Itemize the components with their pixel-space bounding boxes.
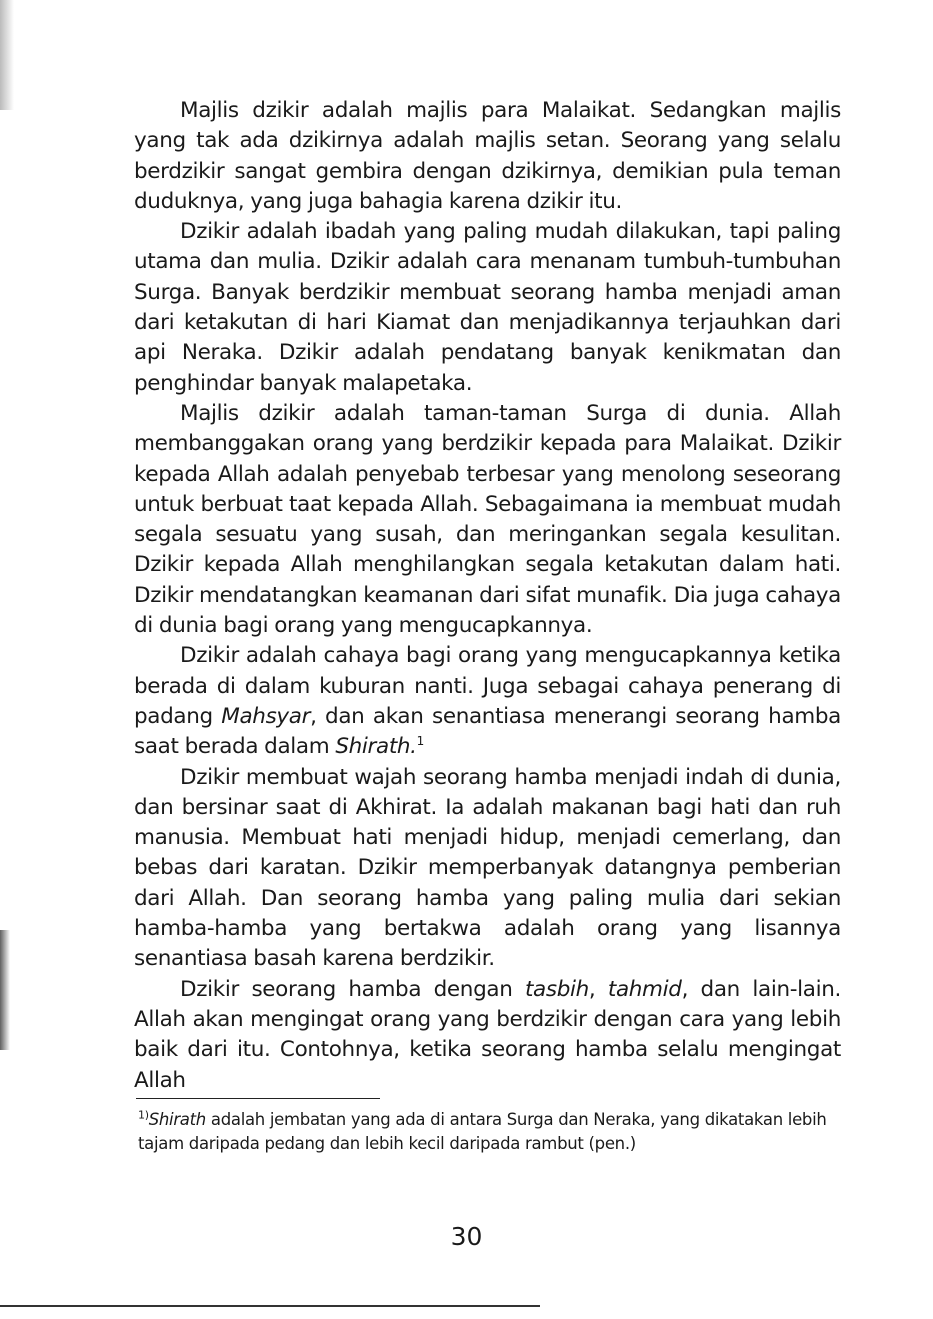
italic-term: Mahsyar bbox=[221, 703, 311, 729]
paragraph-text: Dzikir adalah ibadah yang paling mudah dilakukan, tapi paling utama dan mulia. Dzikir adalah cara menanam tumbuh-tumbuhan Surga. Banyak berdzikir membuat seorang hamba menjadi aman dari ketakutan di hari Kiamat dan menjadikannya terjauhkan dari api Neraka. Dzikir adalah pendatang banyak kenikmatan dan penghindar banyak malapetaka. bbox=[134, 219, 841, 396]
footnote-text: adalah jembatan yang ada di antara Surga dan Neraka, yang dikatakan lebih tajam daripada pedang dan lebih kecil daripada rambut (pen.) bbox=[138, 1110, 827, 1153]
paragraph bbox=[134, 96, 841, 217]
paragraph bbox=[134, 217, 841, 399]
footnote-divider bbox=[136, 1098, 380, 1099]
paragraph-text: Majlis dzikir adalah taman-taman Surga di dunia. Allah membanggakan orang yang berdzikir kepada para Malaikat. Dzikir kepada Allah adalah penyebab terbesar yang menolong seseorang untuk berbuat taat kepada Allah. Sebagaimana ia membuat mudah segala sesuatu yang susah, dan meringankan segala kesulitan. Dzikir kepada Allah menghilangkan segala ketakutan dalam hati. Dzikir mendatangkan keamanan dari sifat munafik. Dia juga cahaya di dunia bagi orang yang mengucapkannya. bbox=[134, 400, 841, 639]
scan-bottom-edge bbox=[0, 1305, 540, 1307]
paragraph bbox=[134, 641, 841, 762]
paragraph-text: , bbox=[588, 976, 608, 1002]
scan-binding-shadow bbox=[0, 930, 10, 1050]
footnote-term: Shirath bbox=[148, 1110, 206, 1129]
paragraph-text: , dan lain-lain. Allah akan mengingat orang yang berdzikir dengan cara yang lebih baik dari itu. Contohnya, ketika seorang hamba selalu mengingat Allah bbox=[134, 976, 841, 1093]
italic-term: tahmid bbox=[607, 976, 682, 1002]
scan-edge-shadow bbox=[0, 0, 14, 110]
paragraph bbox=[134, 399, 841, 641]
italic-term: tasbih bbox=[524, 976, 589, 1002]
paragraph-text: Majlis dzikir adalah majlis para Malaikat. Sedangkan majlis yang tak ada dzikirnya adalah majlis setan. Seorang yang selalu berdzikir sangat gembira dengan dzikirnya, demikian pula teman duduknya, yang juga bahagia karena dzikir itu. bbox=[134, 98, 841, 214]
paragraph-text: Dzikir membuat wajah seorang hamba menjadi indah di dunia, dan bersinar saat di Akhirat. Ia adalah makanan bagi hati dan ruh manusia. Membuat hati menjadi hidup, menjadi cemerlang, dan bebas dari karatan. Dzikir memperbanyak datangnya pemberian dari Allah. Dan seorang hamba yang paling mulia dari sekian hamba-hamba yang bertakwa adalah orang yang lisannya senantiasa basah karena berdzikir. bbox=[134, 764, 841, 972]
page-number: 30 bbox=[450, 1222, 483, 1251]
italic-term: Shirath. bbox=[335, 734, 417, 760]
footnote bbox=[138, 1108, 844, 1156]
body-text bbox=[134, 96, 841, 1096]
footnote-reference: 1 bbox=[416, 734, 424, 749]
paragraph-text: Dzikir adalah cahaya bagi orang yang mengucapkannya ketika berada di dalam kuburan nanti. Juga sebagai cahaya penerang di padang bbox=[134, 643, 841, 729]
footnote-marker: 1) bbox=[138, 1108, 149, 1122]
paragraph bbox=[134, 975, 841, 1096]
paragraph-text: Dzikir seorang hamba dengan bbox=[180, 976, 525, 1002]
paragraph bbox=[134, 763, 841, 975]
paragraph-text: , dan akan senantiasa menerangi seorang hamba saat berada dalam bbox=[134, 703, 841, 760]
